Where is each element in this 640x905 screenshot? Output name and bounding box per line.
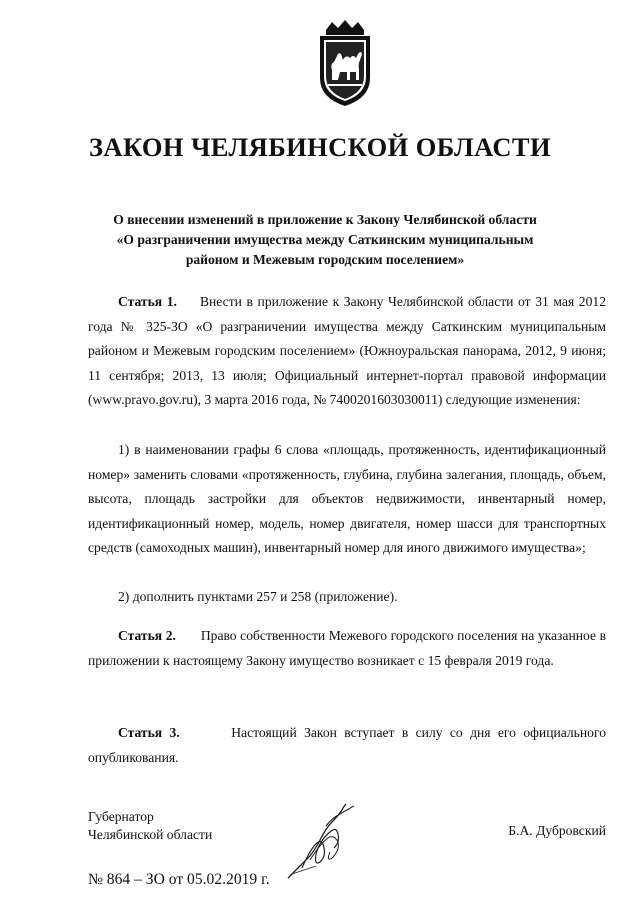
coat-of-arms-icon xyxy=(310,20,380,108)
signatory-region: Челябинской области xyxy=(88,827,213,842)
subject-line: «О разграничении имущества между Саткинским муниципальным xyxy=(116,232,534,247)
article-1-label: Статья 1. xyxy=(118,294,177,309)
article-2-label: Статья 2. xyxy=(118,628,176,643)
article-3-label: Статья 3. xyxy=(118,725,180,740)
signatory-position xyxy=(88,808,212,844)
handwritten-signature xyxy=(280,796,370,886)
law-title: ЗАКОН ЧЕЛЯБИНСКОЙ ОБЛАСТИ xyxy=(89,132,551,162)
article-1 xyxy=(88,290,606,413)
law-number: № 864 – ЗО от 05.02.2019 г. xyxy=(88,871,270,888)
article-2-text: Право собственности Межевого городского поселения на указанное в приложении к настоящему Закону имущество возникает с 15 февраля 2019 года. xyxy=(88,628,606,668)
subject-line: районом и Межевым городским поселением» xyxy=(185,252,465,267)
article-3-text: Настоящий Закон вступает в силу со дня его официального опубликования. xyxy=(88,725,606,765)
article-1-item-2: 2) дополнить пунктами 257 и 258 (приложение). xyxy=(118,589,398,604)
article-3 xyxy=(88,721,606,770)
article-2 xyxy=(88,624,606,673)
signatory-name: Б.А. Дубровский xyxy=(508,823,606,838)
subject-line: О внесении изменений в приложение к Закону Челябинской области xyxy=(113,212,537,227)
article-1-item-1: 1) в наименовании графы 6 слова «площадь, протяженность, идентификационный номер» заменить словами «протяженность, глубина, глубина залегания, площадь, объем, высота, площадь застройки для объектов недвижимости, инвентарный номер, идентификационный номер, модель, номер двигателя, номер шасси для транспортных средств (самоходных машин), инвентарный номер для иного движимого имущества»; xyxy=(88,442,606,555)
law-subject xyxy=(60,210,590,270)
signatory-title: Губернатор xyxy=(88,809,154,824)
article-1-text: Внести в приложение к Закону Челябинской области от 31 мая 2012 года № 325-ЗО «О разграничении имущества между Саткинским муниципальным районом и Межевым городским поселением» (Южноуральская панорама, 2012, 9 июня; 11 сентября; 2013, 13 июля; Официальный интернет-портал правовой информации (www.pravo.gov.ru), 3 марта 2016 года, № 7400201603030011) следующие изменения: xyxy=(88,294,606,407)
